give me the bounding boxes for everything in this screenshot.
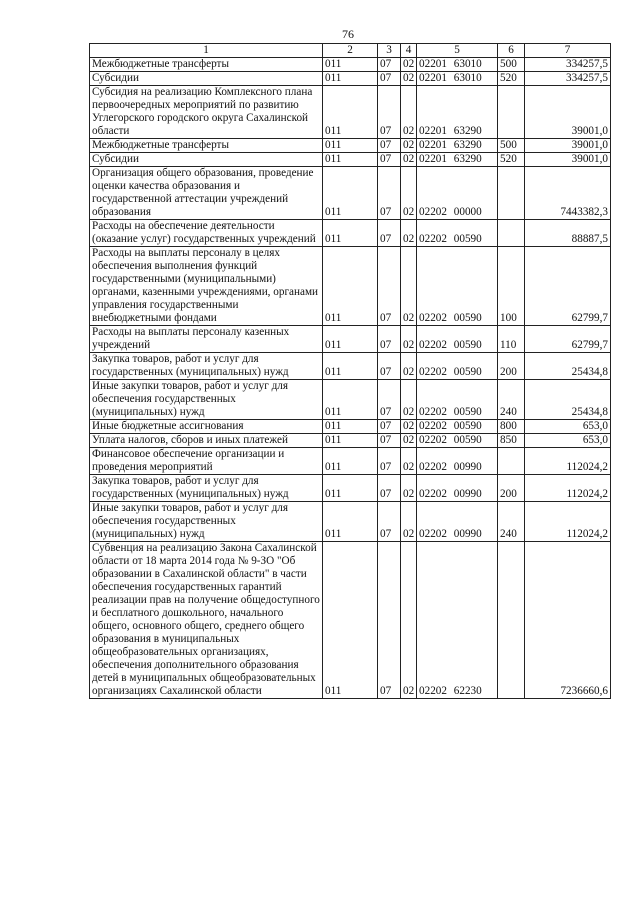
subsection-code-cell: 02 bbox=[401, 380, 417, 420]
target-item-cell: 02202 00990 bbox=[417, 475, 498, 502]
ministry-code-cell: 011 bbox=[323, 167, 378, 220]
header-cell: 6 bbox=[498, 44, 525, 58]
table-row bbox=[90, 420, 611, 434]
section-code-cell: 07 bbox=[378, 167, 401, 220]
target-item-cell: 02202 00990 bbox=[417, 448, 498, 475]
table-row bbox=[90, 139, 611, 153]
expense-type-cell: 100 bbox=[498, 247, 525, 326]
amount-cell: 88887,5 bbox=[525, 220, 611, 247]
header-row bbox=[90, 44, 611, 58]
expense-type-cell: 200 bbox=[498, 475, 525, 502]
table-row bbox=[90, 153, 611, 167]
target-item-cell: 02202 62230 bbox=[417, 542, 498, 699]
table-row bbox=[90, 475, 611, 502]
ministry-code-cell: 011 bbox=[323, 434, 378, 448]
section-code-cell: 07 bbox=[378, 153, 401, 167]
target-item-cell: 02202 00590 bbox=[417, 434, 498, 448]
header-cell: 5 bbox=[417, 44, 498, 58]
target-item-cell: 02202 00590 bbox=[417, 220, 498, 247]
subsection-code-cell: 02 bbox=[401, 420, 417, 434]
section-code-cell: 07 bbox=[378, 72, 401, 86]
table-row bbox=[90, 86, 611, 139]
expense-type-cell: 520 bbox=[498, 153, 525, 167]
expense-type-cell bbox=[498, 220, 525, 247]
subsection-code-cell: 02 bbox=[401, 353, 417, 380]
ministry-code-cell: 011 bbox=[323, 420, 378, 434]
target-item-cell: 02201 63290 bbox=[417, 86, 498, 139]
section-code-cell: 07 bbox=[378, 326, 401, 353]
section-code-cell: 07 bbox=[378, 502, 401, 542]
subsection-code-cell: 02 bbox=[401, 167, 417, 220]
amount-cell: 39001,0 bbox=[525, 153, 611, 167]
subsection-code-cell: 02 bbox=[401, 475, 417, 502]
expense-type-cell: 500 bbox=[498, 58, 525, 72]
expense-type-cell: 240 bbox=[498, 502, 525, 542]
amount-cell: 112024,2 bbox=[525, 475, 611, 502]
row-name-cell: Финансовое обеспечение организации и проведения мероприятий bbox=[90, 448, 323, 475]
target-item-cell: 02202 00590 bbox=[417, 326, 498, 353]
amount-cell: 25434,8 bbox=[525, 380, 611, 420]
section-code-cell: 07 bbox=[378, 434, 401, 448]
target-item-cell: 02201 63010 bbox=[417, 72, 498, 86]
amount-cell: 7443382,3 bbox=[525, 167, 611, 220]
table-row bbox=[90, 502, 611, 542]
subsection-code-cell: 02 bbox=[401, 326, 417, 353]
target-item-cell: 02202 00990 bbox=[417, 502, 498, 542]
expense-type-cell: 800 bbox=[498, 420, 525, 434]
subsection-code-cell: 02 bbox=[401, 542, 417, 699]
amount-cell: 653,0 bbox=[525, 434, 611, 448]
section-code-cell: 07 bbox=[378, 448, 401, 475]
subsection-code-cell: 02 bbox=[401, 247, 417, 326]
expense-type-cell bbox=[498, 448, 525, 475]
target-item-cell: 02201 63290 bbox=[417, 139, 498, 153]
row-name-cell: Иные закупки товаров, работ и услуг для обеспечения государственных (муниципальных) нужд bbox=[90, 502, 323, 542]
ministry-code-cell: 011 bbox=[323, 448, 378, 475]
expense-type-cell: 110 bbox=[498, 326, 525, 353]
amount-cell: 62799,7 bbox=[525, 326, 611, 353]
table-row bbox=[90, 58, 611, 72]
target-item-cell: 02202 00590 bbox=[417, 353, 498, 380]
amount-cell: 39001,0 bbox=[525, 86, 611, 139]
header-cell: 3 bbox=[378, 44, 401, 58]
target-item-cell: 02202 00590 bbox=[417, 247, 498, 326]
amount-cell: 112024,2 bbox=[525, 502, 611, 542]
subsection-code-cell: 02 bbox=[401, 448, 417, 475]
ministry-code-cell: 011 bbox=[323, 353, 378, 380]
expense-type-cell bbox=[498, 542, 525, 699]
table-row bbox=[90, 353, 611, 380]
table-row bbox=[90, 542, 611, 699]
row-name-cell: Уплата налогов, сборов и иных платежей bbox=[90, 434, 323, 448]
expense-type-cell: 240 bbox=[498, 380, 525, 420]
expense-type-cell: 500 bbox=[498, 139, 525, 153]
table-row bbox=[90, 434, 611, 448]
table-body bbox=[90, 58, 611, 699]
row-name-cell: Расходы на выплаты персоналу казенных учреждений bbox=[90, 326, 323, 353]
subsection-code-cell: 02 bbox=[401, 58, 417, 72]
amount-cell: 334257,5 bbox=[525, 72, 611, 86]
section-code-cell: 07 bbox=[378, 247, 401, 326]
table-row bbox=[90, 247, 611, 326]
target-item-cell: 02202 00000 bbox=[417, 167, 498, 220]
section-code-cell: 07 bbox=[378, 220, 401, 247]
amount-cell: 112024,2 bbox=[525, 448, 611, 475]
table-row bbox=[90, 448, 611, 475]
table-row bbox=[90, 326, 611, 353]
amount-cell: 62799,7 bbox=[525, 247, 611, 326]
ministry-code-cell: 011 bbox=[323, 72, 378, 86]
ministry-code-cell: 011 bbox=[323, 86, 378, 139]
target-item-cell: 02202 00590 bbox=[417, 380, 498, 420]
row-name-cell: Организация общего образования, проведение оценки качества образования и государственной аттестации учреждений образования bbox=[90, 167, 323, 220]
ministry-code-cell: 011 bbox=[323, 139, 378, 153]
ministry-code-cell: 011 bbox=[323, 247, 378, 326]
section-code-cell: 07 bbox=[378, 380, 401, 420]
section-code-cell: 07 bbox=[378, 139, 401, 153]
target-item-cell: 02202 00590 bbox=[417, 420, 498, 434]
ministry-code-cell: 011 bbox=[323, 542, 378, 699]
row-name-cell: Субсидии bbox=[90, 72, 323, 86]
row-name-cell: Закупка товаров, работ и услуг для государственных (муниципальных) нужд bbox=[90, 353, 323, 380]
target-item-cell: 02201 63290 bbox=[417, 153, 498, 167]
ministry-code-cell: 011 bbox=[323, 326, 378, 353]
table-row bbox=[90, 380, 611, 420]
subsection-code-cell: 02 bbox=[401, 72, 417, 86]
subsection-code-cell: 02 bbox=[401, 502, 417, 542]
ministry-code-cell: 011 bbox=[323, 153, 378, 167]
subsection-code-cell: 02 bbox=[401, 153, 417, 167]
header-cell: 2 bbox=[323, 44, 378, 58]
header-cell: 7 bbox=[525, 44, 611, 58]
row-name-cell: Субсидии bbox=[90, 153, 323, 167]
ministry-code-cell: 011 bbox=[323, 475, 378, 502]
header-cell: 4 bbox=[401, 44, 417, 58]
table-row bbox=[90, 72, 611, 86]
section-code-cell: 07 bbox=[378, 420, 401, 434]
expense-type-cell: 520 bbox=[498, 72, 525, 86]
subsection-code-cell: 02 bbox=[401, 86, 417, 139]
section-code-cell: 07 bbox=[378, 58, 401, 72]
expense-type-cell bbox=[498, 86, 525, 139]
ministry-code-cell: 011 bbox=[323, 58, 378, 72]
row-name-cell: Расходы на обеспечение деятельности (оказание услуг) государственных учреждений bbox=[90, 220, 323, 247]
row-name-cell: Субсидия на реализацию Комплексного плана первоочередных мероприятий по развитию Углегорского городского округа Сахалинской области bbox=[90, 86, 323, 139]
section-code-cell: 07 bbox=[378, 86, 401, 139]
budget-table bbox=[89, 43, 611, 699]
amount-cell: 25434,8 bbox=[525, 353, 611, 380]
subsection-code-cell: 02 bbox=[401, 434, 417, 448]
row-name-cell: Иные бюджетные ассигнования bbox=[90, 420, 323, 434]
table-row bbox=[90, 167, 611, 220]
ministry-code-cell: 011 bbox=[323, 380, 378, 420]
section-code-cell: 07 bbox=[378, 542, 401, 699]
target-item-cell: 02201 63010 bbox=[417, 58, 498, 72]
table-row bbox=[90, 220, 611, 247]
ministry-code-cell: 011 bbox=[323, 220, 378, 247]
amount-cell: 39001,0 bbox=[525, 139, 611, 153]
ministry-code-cell: 011 bbox=[323, 502, 378, 542]
row-name-cell: Расходы на выплаты персоналу в целях обеспечения выполнения функций государственными (муниципальными) органами, казенными учреждениями, органами управления государственными внебюджетными фондами bbox=[90, 247, 323, 326]
subsection-code-cell: 02 bbox=[401, 220, 417, 247]
header-cell: 1 bbox=[90, 44, 323, 58]
amount-cell: 334257,5 bbox=[525, 58, 611, 72]
section-code-cell: 07 bbox=[378, 475, 401, 502]
expense-type-cell: 200 bbox=[498, 353, 525, 380]
expense-type-cell: 850 bbox=[498, 434, 525, 448]
row-name-cell: Закупка товаров, работ и услуг для государственных (муниципальных) нужд bbox=[90, 475, 323, 502]
row-name-cell: Субвенция на реализацию Закона Сахалинской области от 18 марта 2014 года № 9-ЗО "Об образовании в Сахалинской области" в части обеспечения государственных гарантий реализации прав на получение общедоступного и бесплатного дошкольного, начального общего, основного общего, среднего общего образования в муниципальных общеобразовательных организациях, обеспечения дополнительного образования детей в муниципальных общеобразовательных организациях Сахалинской области bbox=[90, 542, 323, 699]
amount-cell: 7236660,6 bbox=[525, 542, 611, 699]
page-number: 76 bbox=[342, 27, 354, 41]
section-code-cell: 07 bbox=[378, 353, 401, 380]
row-name-cell: Межбюджетные трансферты bbox=[90, 139, 323, 153]
row-name-cell: Иные закупки товаров, работ и услуг для обеспечения государственных (муниципальных) нужд bbox=[90, 380, 323, 420]
row-name-cell: Межбюджетные трансферты bbox=[90, 58, 323, 72]
subsection-code-cell: 02 bbox=[401, 139, 417, 153]
amount-cell: 653,0 bbox=[525, 420, 611, 434]
expense-type-cell bbox=[498, 167, 525, 220]
